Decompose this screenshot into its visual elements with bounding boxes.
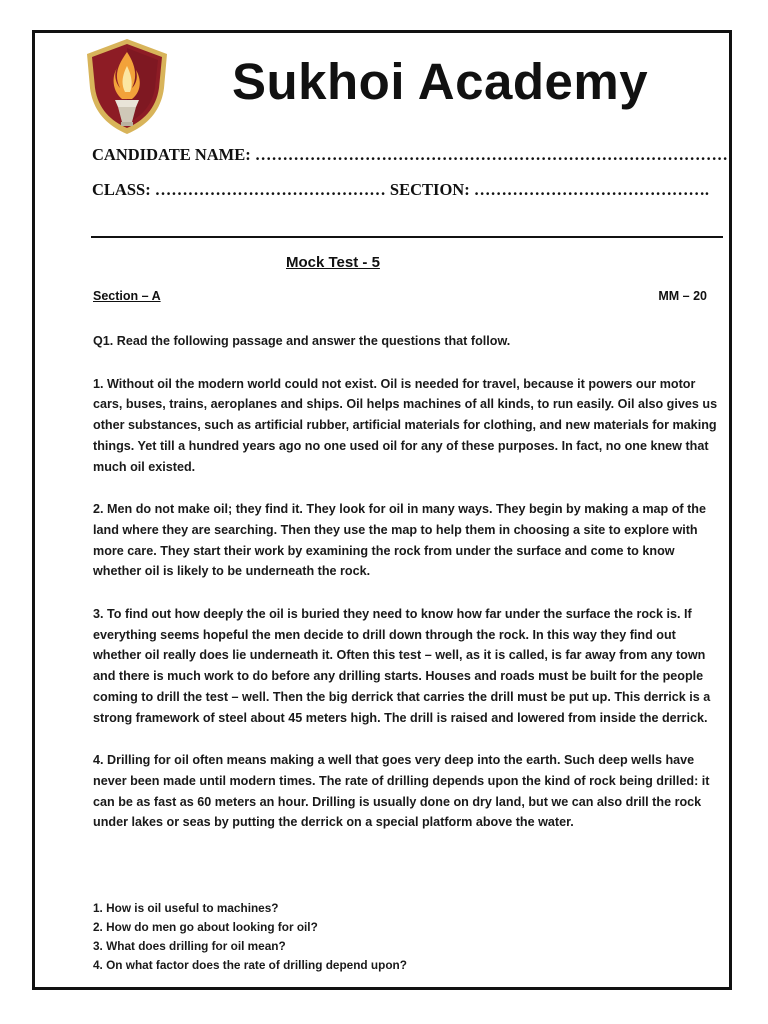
passage-paragraph: 2. Men do not make oil; they find it. They look for oil in many ways. They begin by making a map of the land where they are searching. Then they use the map to help them in choosing a site to explore with more care. They start their work by examining the rock from under the surface and come to know whether oil is likely to be underneath the rock. — [93, 502, 706, 579]
passage-paragraph: 4. Drilling for oil often means making a well that goes very deep into the earth. Such deep wells have never been made until modern times. The rate of drilling depends upon the kind of rock being drilled: it can be as fast as 60 meters an hour. Drilling is usually done on dry land, but we can also drill the rock under lakes or seas by putting the derrick on a special platform above the water. — [93, 753, 710, 830]
question-item: 4. On what factor does the rate of drilling depend upon? — [93, 958, 407, 972]
class-section-field: CLASS: …………………………………… SECTION: ……………………………………. — [92, 180, 709, 199]
candidate-name-field: CANDIDATE NAME: …………………………………………………………………………… — [92, 145, 734, 164]
question-item: 3. What does drilling for oil mean? — [93, 939, 286, 953]
question-item: 1. How is oil useful to machines? — [93, 901, 279, 915]
question-item: 2. How do men go about looking for oil? — [93, 920, 318, 934]
passage-paragraph: 1. Without oil the modern world could not exist. Oil is needed for travel, because it powers our motor cars, buses, trains, aeroplanes and ships. Oil helps machines of all kinds, to run easily. Oil also gives us other substances, such as artificial rubber, artificial materials for clothing, and new materials for making things. Yet till a hundred years ago no one used oil for any of these purposes. In fact, no one knew that much oil existed. — [93, 376, 718, 474]
passage-instruction: Q1. Read the following passage and answer the questions that follow. — [93, 334, 511, 348]
section-label: Section – A — [93, 289, 161, 303]
test-title: Mock Test - 5 — [286, 254, 380, 271]
question-list — [93, 899, 725, 975]
header-divider — [91, 236, 723, 238]
passage-paragraph: 3. To find out how deeply the oil is buried they need to know how far under the surface the rock is. If everything seems hopeful the men decide to drill down through the rock. In this way they find out whether oil really does lie underneath it. Often this test – well, as it is called, is far away from any town and there is much work to do before any drilling starts. Houses and roads must be built for the people coming to drill the test – well. Then the big derrick that carries the drill must be put up. This derrick is a strong framework of steel about 45 meters high. The drill is raised and lowered from inside the derrick. — [93, 607, 711, 725]
passage — [93, 331, 725, 855]
max-marks: MM – 20 — [658, 289, 707, 303]
shield-torch-icon — [84, 36, 170, 136]
academy-title: Sukhoi Academy — [232, 53, 649, 110]
